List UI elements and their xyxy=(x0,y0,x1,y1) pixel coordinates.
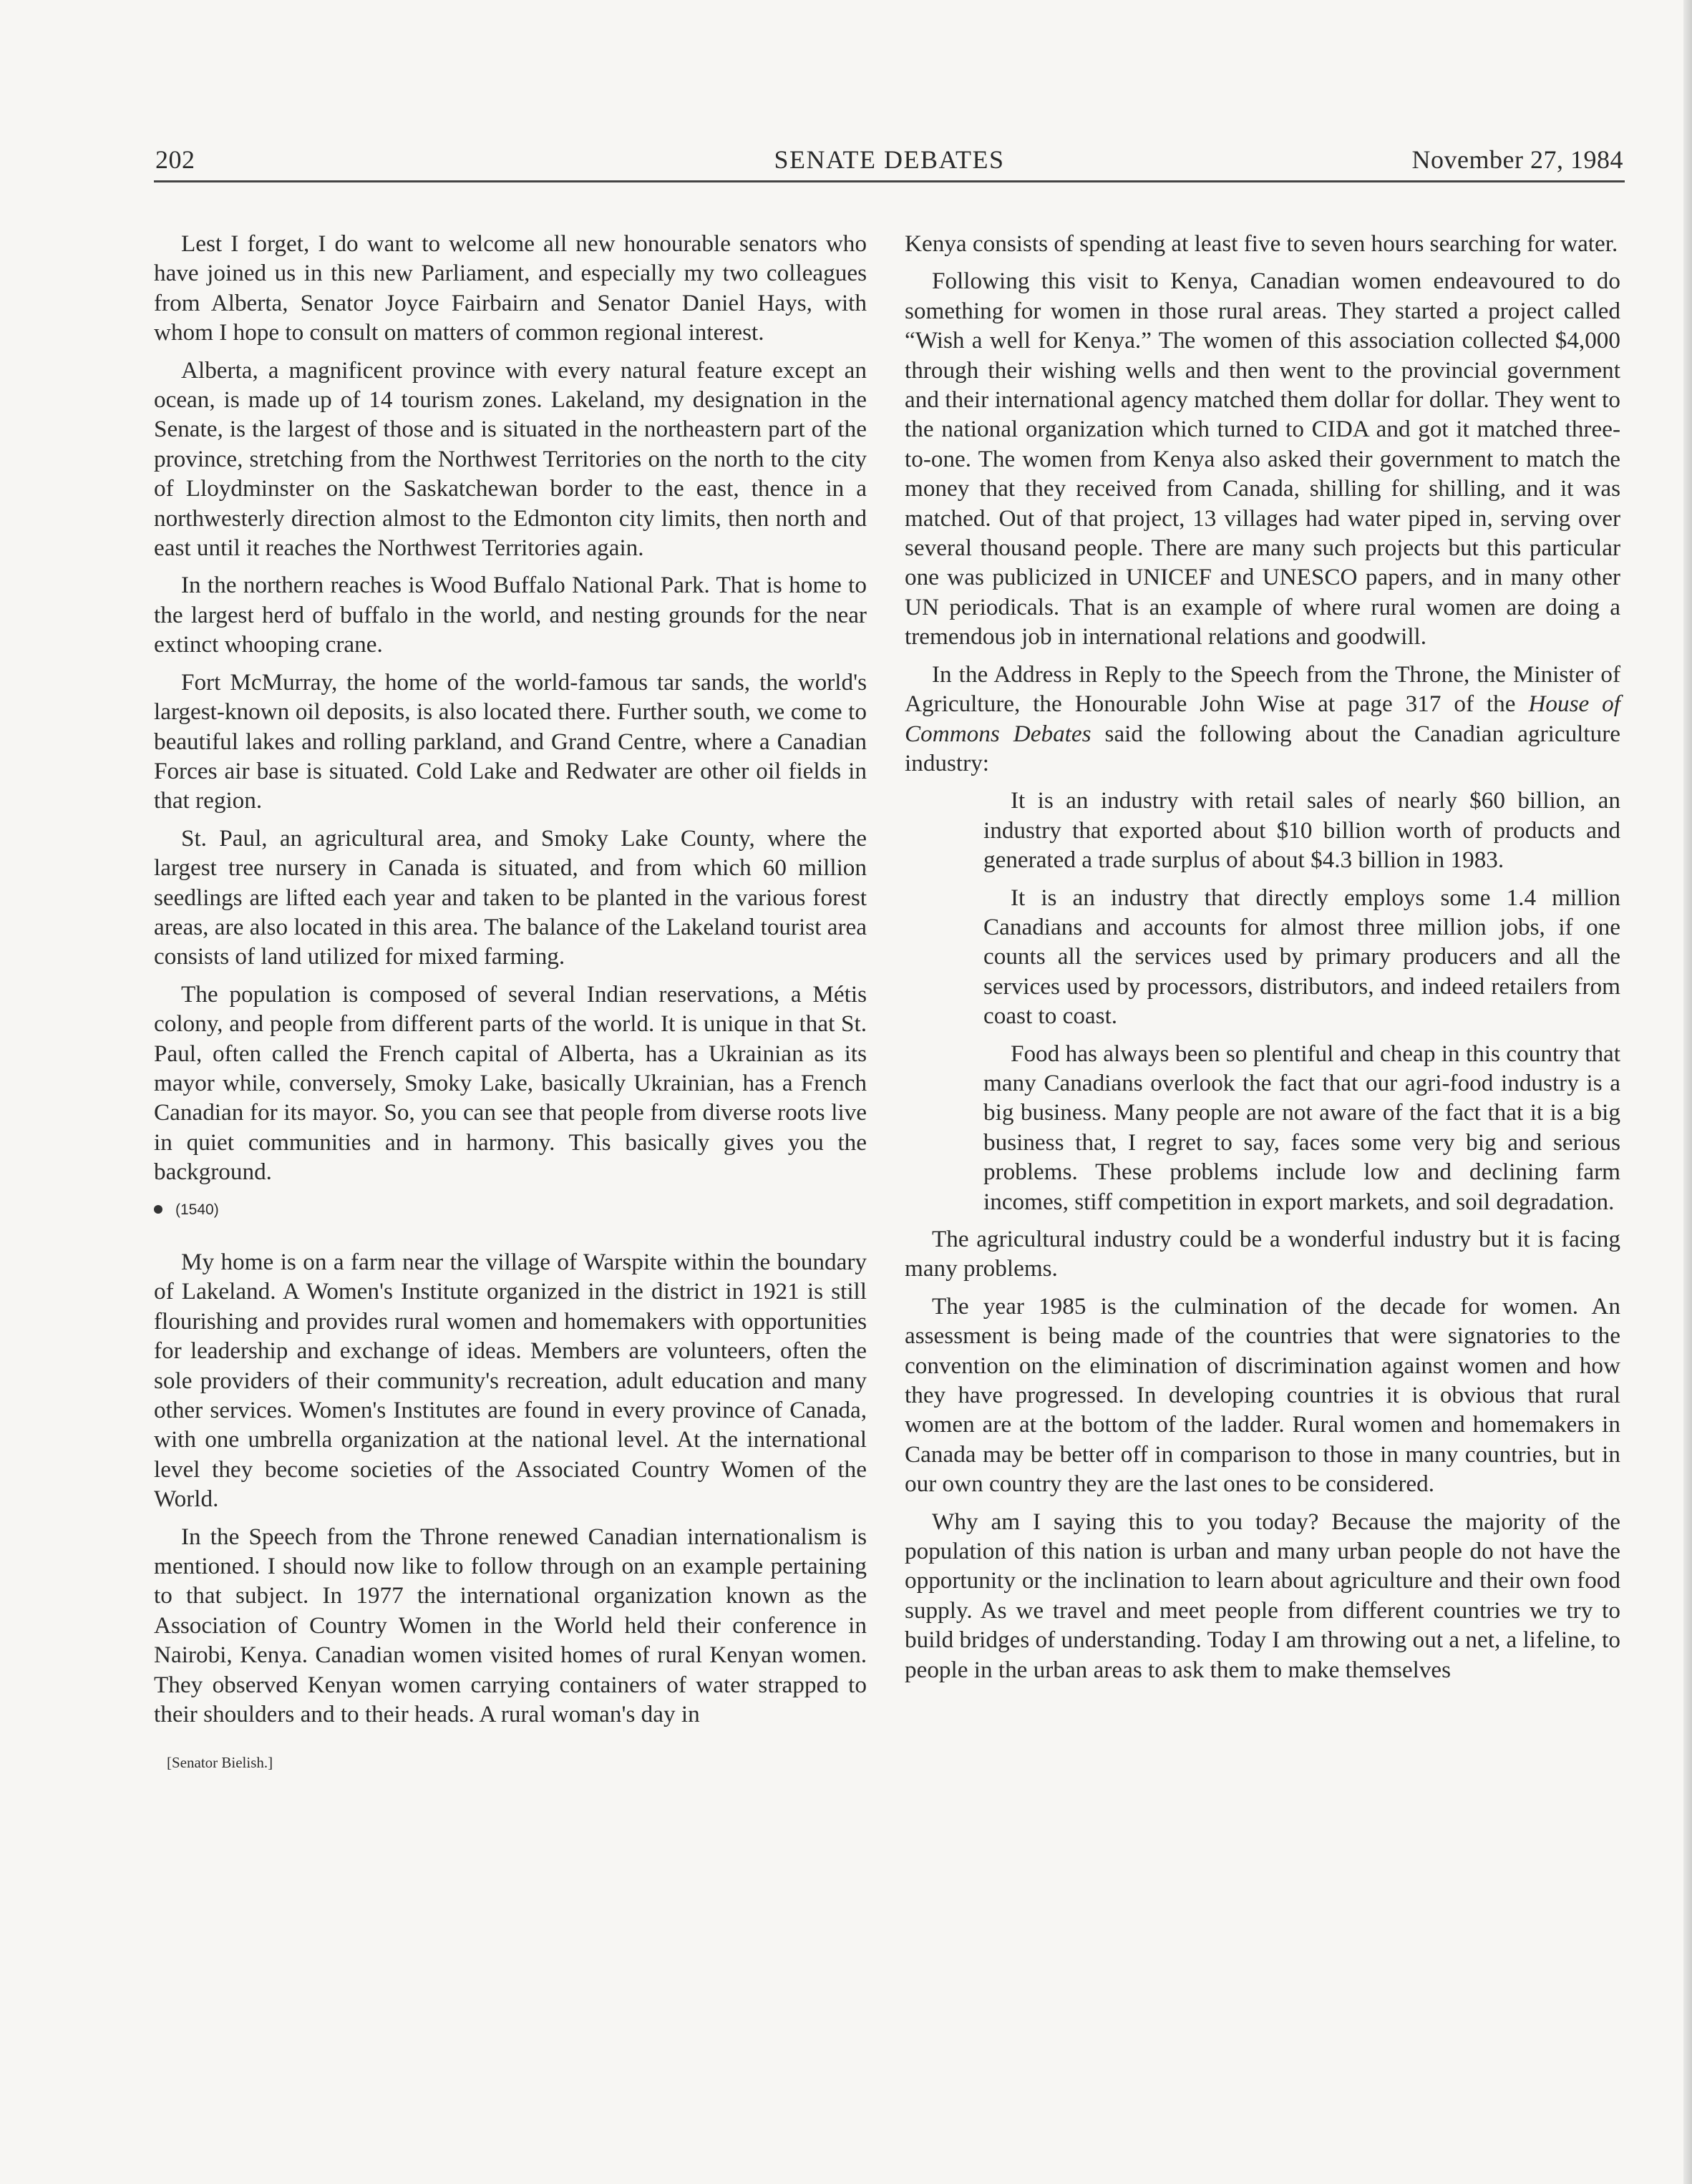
page-header xyxy=(154,143,1625,182)
left-column xyxy=(154,229,867,1778)
quote-paragraph: Food has always been so plentiful and cheap in this country that many Canadians overlook the fact that our agri-food industry is a big business. Many people are not aware of the fact that it is a big business that, I regret to say, faces some very big and serious problems. These problems include low and declining farm incomes, stiff competition in export markets, and soil degradation. xyxy=(983,1040,1620,1215)
time-marker xyxy=(154,1195,867,1224)
publication-reference: House of Commons Debates xyxy=(905,691,1620,747)
paragraph: The year 1985 is the culmination of the decade for women. An assessment is being made of the countries that were signatories to the convention on the elimination of discrimination against women and how they have progressed. In developing countries it is obvious that rural women are at the bottom of the ladder. Rural women and homemakers in Canada may be better off in comparison to those in many countries, but in our own country they are the last ones to be considered. xyxy=(905,1292,1620,1498)
paragraph: Alberta, a magnificent province with every natural feature except an ocean, is made up of 14 tourism zones. Lakeland, my designation in the Senate, is the largest of those and is situated in the northeastern part of the province, stretching from the Northwest Territories on the north to the city of Lloydminster on the Saskatchewan border to the east, thence in a northwesterly direction almost to the Edmonton city limits, then north and east until it reaches the Northwest Territories again. xyxy=(154,356,867,562)
quote-paragraph: It is an industry with retail sales of nearly $60 billion, an industry that exported about $10 billion worth of products and generated a trade surplus of about $4.3 billion in 1983. xyxy=(983,787,1620,874)
time-marker-label: (1540) xyxy=(175,1201,219,1218)
paragraph: In the northern reaches is Wood Buffalo National Park. That is home to the largest herd of buffalo in the world, and nesting grounds for the near extinct whooping crane. xyxy=(154,572,867,658)
right-column xyxy=(905,229,1620,1692)
page-number: 202 xyxy=(155,145,195,174)
quote-paragraph: It is an industry that directly employs some 1.4 million Canadians and accounts for almost three million jobs, if one counts all the services used by primary producers and all the services used by processors, distributors, and indeed retailers from coast to coast. xyxy=(983,884,1620,1030)
paragraph: In the Speech from the Throne renewed Canadian internationalism is mentioned. I should now like to follow through on an example pertaining to that subject. In 1977 the international organization known as the Association of Country Women in the World held their conference in Nairobi, Kenya. Canadian women visited homes of rural Kenyan women. They observed Kenyan women carrying containers of water strapped to their shoulders and to their heads. A rural woman's day in xyxy=(154,1523,867,1728)
paragraph-text: said the following about the Canadian agriculture industry: xyxy=(905,720,1620,776)
paragraph: St. Paul, an agricultural area, and Smoky Lake County, where the largest tree nursery in Canada is situated, and from which 60 million seedlings are lifted each year and taken to be planted in the various forest areas, are also located in this area. The balance of the Lakeland tourist area consists of land utilized for mixed farming. xyxy=(154,824,867,970)
paragraph xyxy=(905,660,1620,779)
paragraph: Following this visit to Kenya, Canadian women endeavoured to do something for women in those rural areas. They started a project called “Wish a well for Kenya.” The women of this association collected $4,000 through their wishing wells and then went to the provincial government and their international agency matched them dollar for dollar. They went to the national organization which turned to CIDA and got it matched three-to-one. The women from Kenya also asked their government to match the money that they received from Canada, shilling for shilling, and it was matched. Out of that project, 13 villages had water piped in, serving over several thousand people. There are many such projects but this particular one was publicized in UNICEF and UNESCO papers, and in many other UN periodicals. That is an example of where rural women are doing a tremendous job in international relations and goodwill. xyxy=(905,268,1620,650)
paragraph: My home is on a farm near the village of Warspite within the boundary of Lakeland. A Women's Institute organized in the district in 1921 is still flourishing and provides rural women and homemakers with opportunities for leadership and exchange of ideas. Members are volunteers, often the sole providers of their community's recreation, adult education and many other services. Women's Institutes are found in every province of Canada, with one umbrella organization at the national level. At the international level they become societies of the Associated Country Women of the World. xyxy=(154,1249,867,1513)
paragraph: The population is composed of several Indian reservations, a Métis colony, and people from different parts of the world. It is unique in that St. Paul, often called the French capital of Alberta, has a Ukrainian as its mayor while, conversely, Smoky Lake, basically Ukrainian, has a French Canadian for its mayor. So, you can see that people from diverse roots live in quiet communities and in harmony. This basically gives you the background. xyxy=(154,980,867,1186)
paragraph: Kenya consists of spending at least five to seven hours searching for water. xyxy=(905,230,1618,257)
scan-edge xyxy=(1683,0,1692,2184)
bullet-dot-icon xyxy=(154,1205,162,1214)
issue-date: November 27, 1984 xyxy=(1411,145,1623,174)
paragraph-text: In the Address in Reply to the Speech from the Throne, the Minister of Agriculture, the Honourable John Wise at page 317 of the xyxy=(905,660,1620,718)
speaker-footnote: [Senator Bielish.] xyxy=(167,1753,273,1771)
block-quote xyxy=(983,786,1620,1217)
paragraph: The agricultural industry could be a wonderful industry but it is facing many problems. xyxy=(905,1226,1620,1282)
paragraph: Fort McMurray, the home of the world-famous tar sands, the world's largest-known oil deposits, is also located there. Further south, we come to beautiful lakes and rolling parkland, and Grand Centre, where a Canadian Forces air base is situated. Cold Lake and Redwater are other oil fields in that region. xyxy=(154,668,867,814)
paragraph: Why am I saying this to you today? Because the majority of the population of this nation is urban and many urban people do not have the opportunity or the inclination to learn about agriculture and their own food supply. As we travel and meet people from different countries we try to build bridges of understanding. Today I am throwing out a net, a lifeline, to people in the urban areas to ask them to make themselves xyxy=(905,1508,1620,1683)
paragraph: Lest I forget, I do want to welcome all new honourable senators who have joined us in this new Parliament, and especially my two colleagues from Alberta, Senator Joyce Fairbairn and Senator Daniel Hays, with whom I hope to consult on matters of common regional interest. xyxy=(154,230,867,346)
publication-title: SENATE DEBATES xyxy=(774,145,1005,174)
